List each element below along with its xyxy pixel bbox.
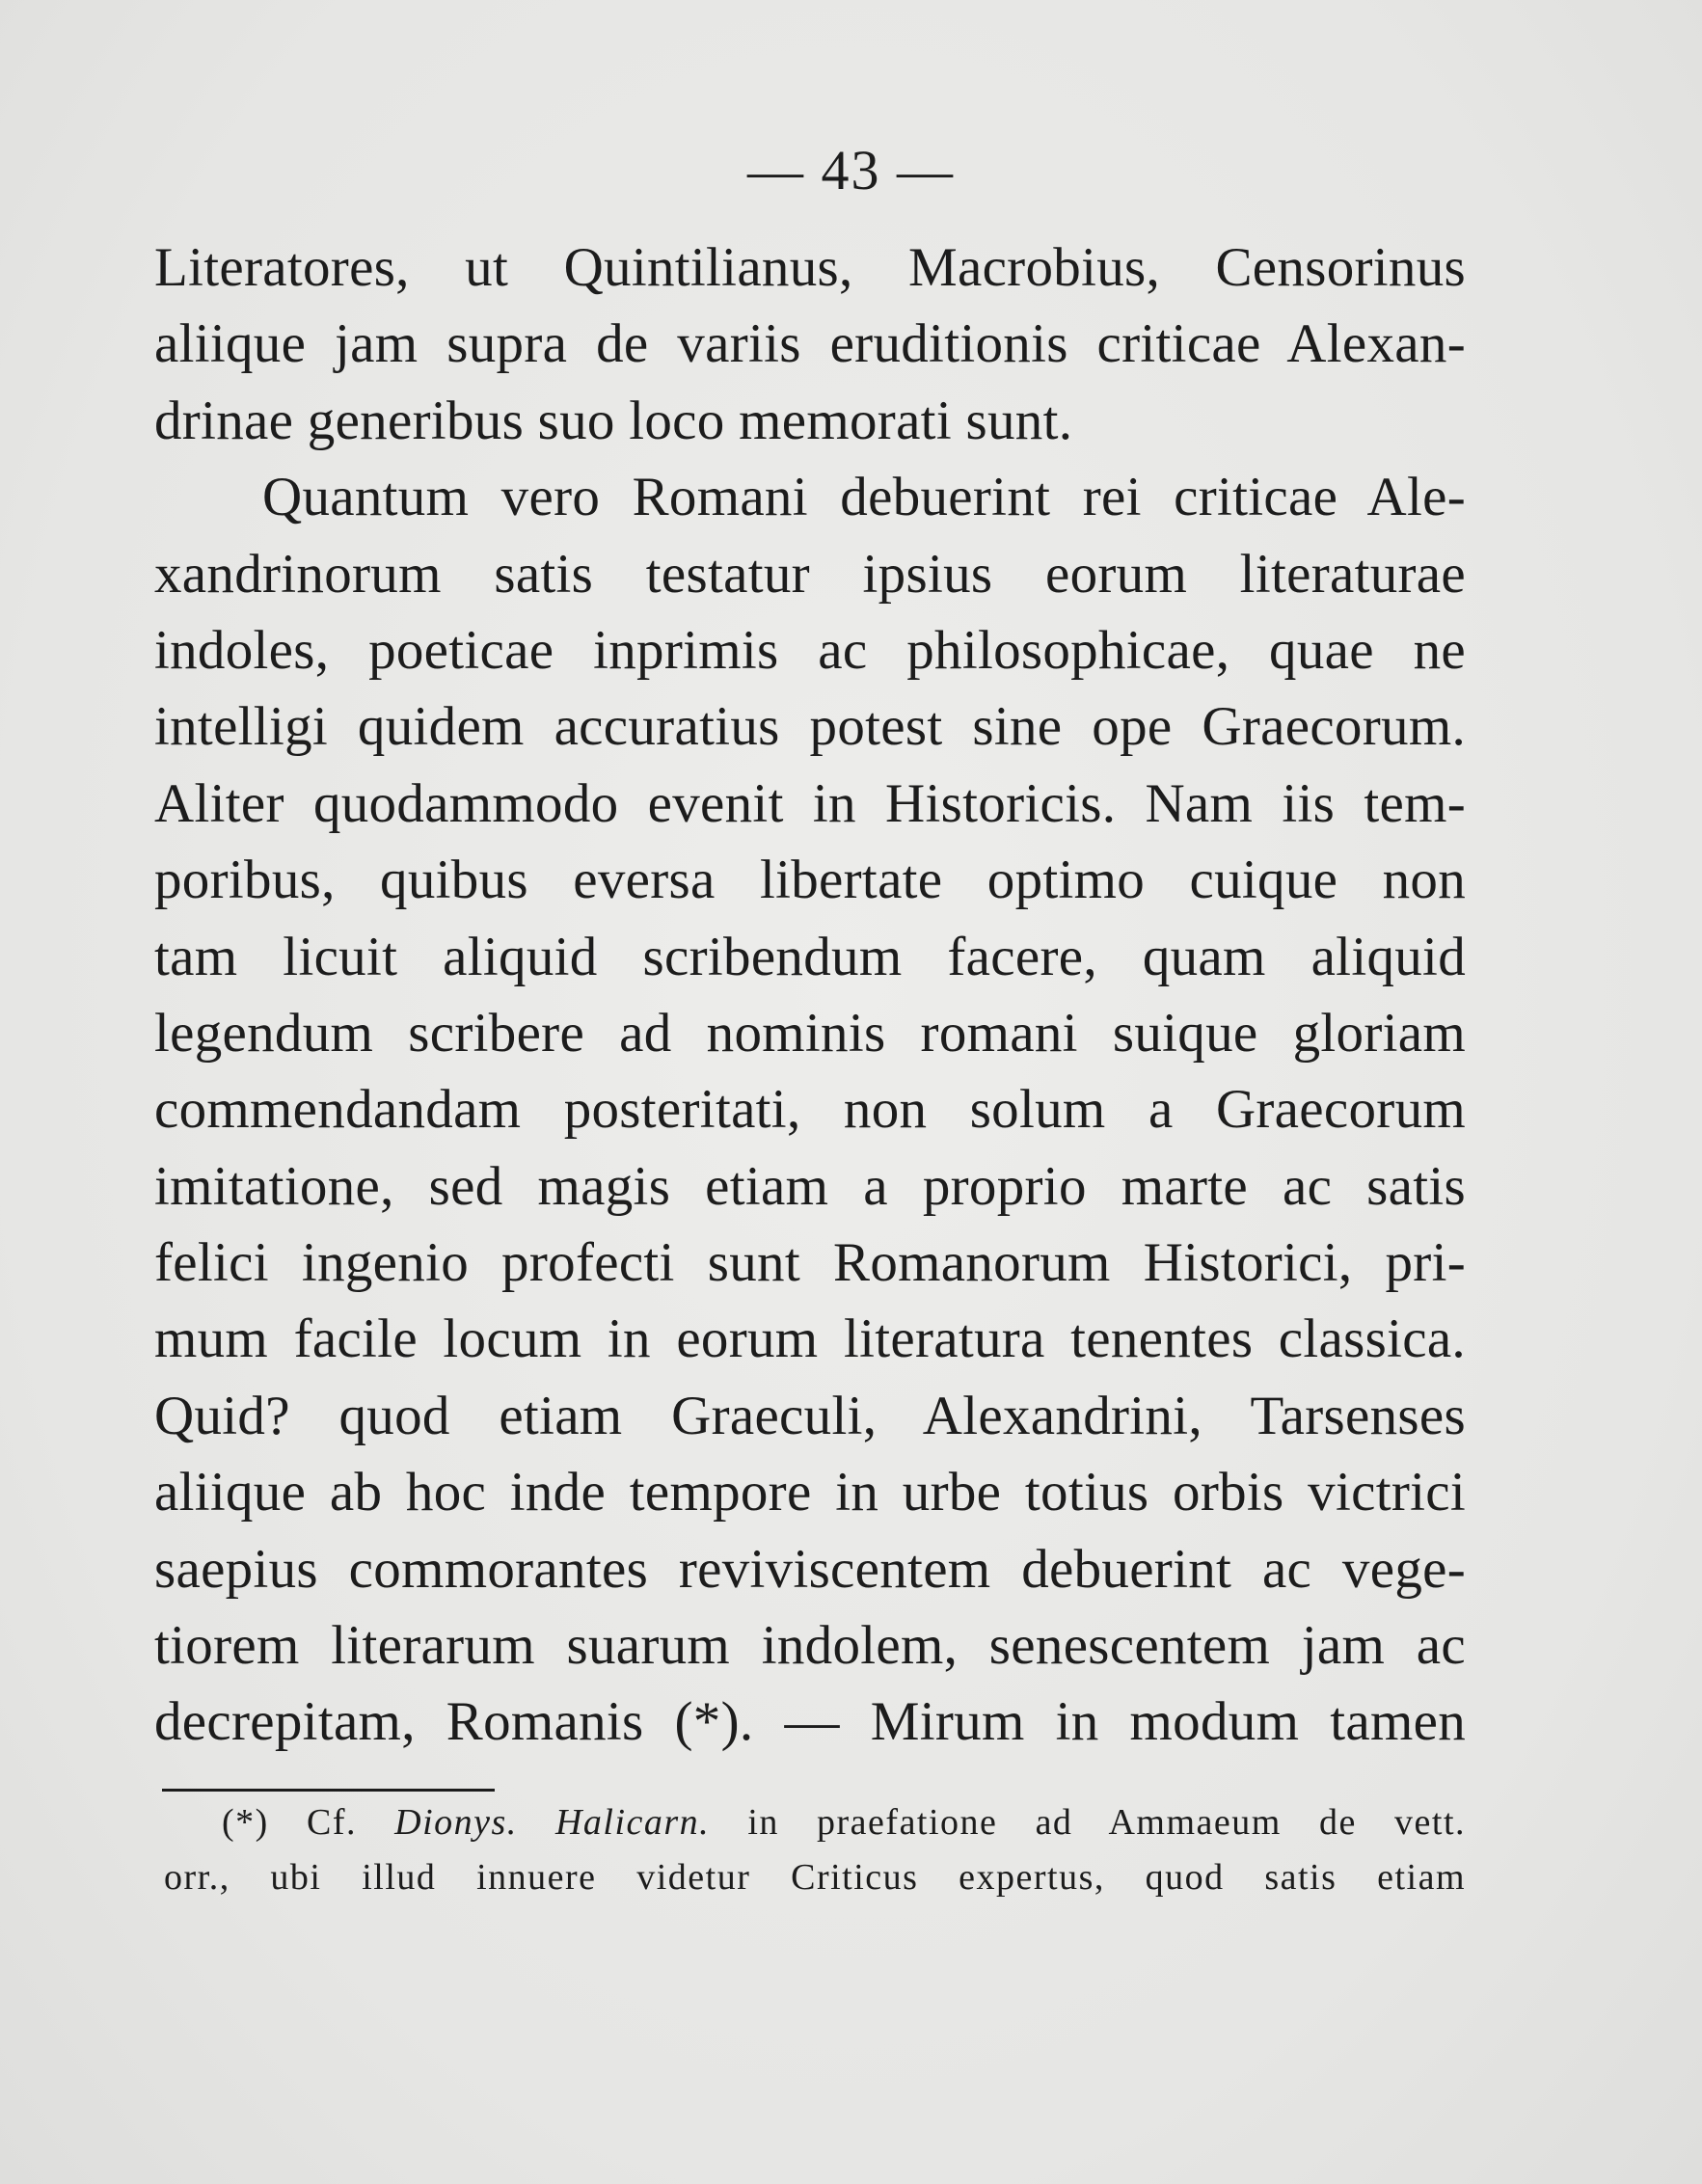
text-line: Aliter quodammodo evenit in Historicis. Nam iis tem- [154,772,1466,834]
text-line: Literatores, ut Quintilianus, Macrobius, Censorinus [154,237,1466,298]
footnote [164,1795,1466,1905]
text-line: intelligi quidem accuratius potest sine ope Graecorum. [154,696,1466,758]
text-line: Quantum vero Romani debuerint rei criticae Ale- [262,467,1466,528]
footnote-divider [162,1789,495,1792]
text-line: poribus, quibus eversa libertate optimo cuique non [154,849,1466,911]
footnote-cf: Cf. [306,1802,357,1843]
text-line: commendandam posteritati, non solum a Graecorum [154,1079,1466,1141]
body-text [154,229,1466,1761]
text-line: Quid? quod etiam Graeculi, Alexandrini, Tarsenses [154,1385,1466,1446]
text-line: indoles, poeticae inprimis ac philosophicae, quae ne [154,619,1466,681]
footnote-text: in praefatione ad Ammaeum de vett. [747,1802,1466,1843]
text-line: felici ingenio profecti sunt Romanorum Historici, pri- [154,1232,1466,1294]
footnote-marker: (*) [222,1802,269,1843]
text-line: mum facile locum in eorum literatura tenentes classica. [154,1308,1466,1370]
text-line: legendum scribere ad nominis romani suique gloriam [154,1002,1466,1064]
footnote-author: Dionys. [394,1802,518,1843]
footnote-work: Halicarn. [554,1802,711,1843]
text-line: tiorem literarum suarum indolem, senescentem jam ac [154,1615,1466,1677]
text-line: xandrinorum satis testatur ipsius eorum literaturae [154,543,1466,605]
text-line: saepius commorantes reviviscentem debuerint ac vege- [154,1538,1466,1600]
text-line: aliique ab hoc inde tempore in urbe totius orbis victrici [154,1462,1466,1523]
text-line: aliique jam supra de variis eruditionis criticae Alexan- [154,313,1466,375]
page-number: — 43 — [747,139,955,202]
footnote-line [164,1795,1466,1850]
text-line: imitatione, sed magis etiam a proprio marte ac satis [154,1155,1466,1217]
footnote-line: orr., ubi illud innuere videtur Criticus expertus, quod satis etiam [164,1857,1466,1898]
text-line: drinae generibus suo loco memorati sunt. [154,390,1073,451]
text-line: tam licuit aliquid scribendum facere, quam aliquid [154,926,1466,987]
text-line: decrepitam, Romanis (*). — Mirum in modum tamen [154,1691,1466,1753]
